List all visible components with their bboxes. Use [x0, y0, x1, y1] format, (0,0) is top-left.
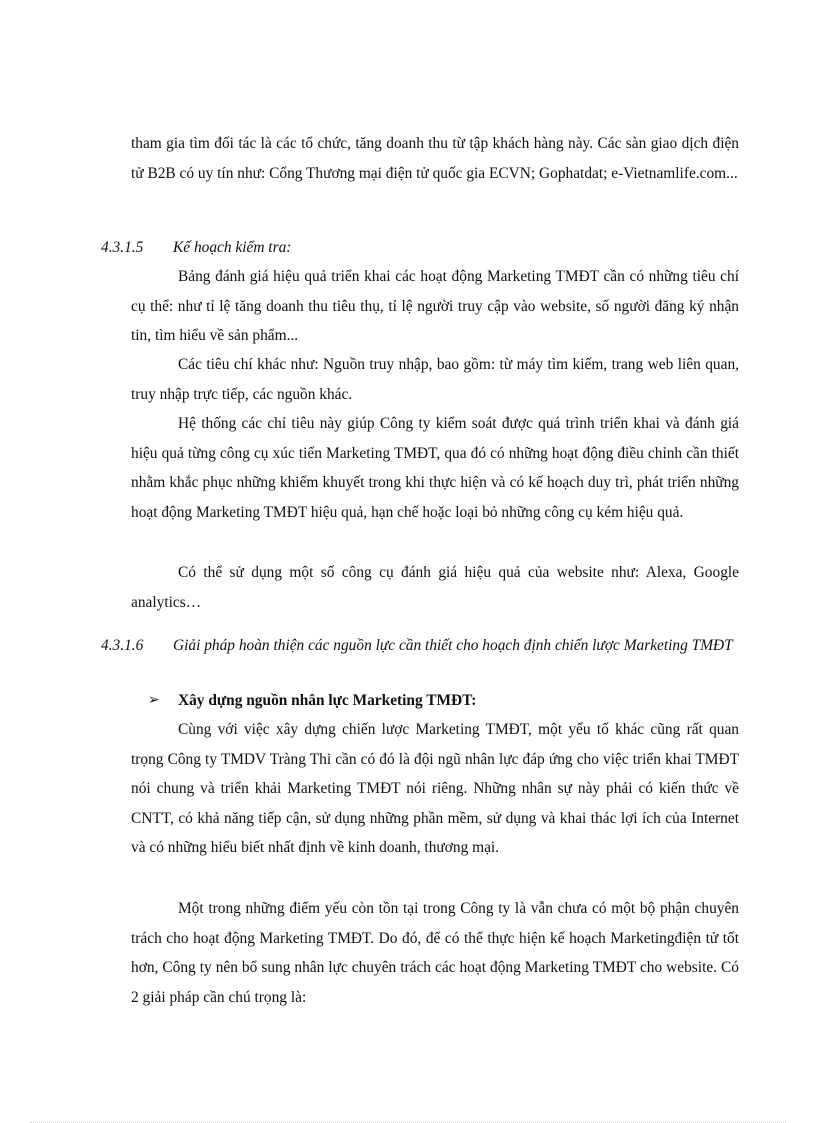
paragraph-evaluation-tools: Có thể sử dụng một số công cụ đánh giá hiệu quả của website như: Alexa, Google analytics…	[131, 564, 739, 611]
paragraph-other-criteria: Các tiêu chí khác như: Nguồn truy nhập, bao gồm: từ máy tìm kiếm, trang web liên quan, truy nhập trực tiếp, các nguồn khác.	[131, 356, 739, 403]
paragraph-human-resources: Cùng với việc xây dựng chiến lược Marketing TMĐT, một yếu tố khác cũng rất quan trọng Công ty TMDV Tràng Thi cần có đó là đội ngũ nhân lực đáp ứng cho việc triển khai TMĐT nói chung và triển khải Marketing TMĐT nói riêng. Những nhân sự này phải có kiến thức về CNTT, có khả năng tiếp cận, sử dụng những phần mềm, sử dụng và khai thác lợi ích của Internet và có những hiểu biết nhất định về kinh doanh, thương mại.	[131, 721, 739, 857]
paragraph-weakness: Một trong những điểm yếu còn tồn tại trong Công ty là vẫn chưa có một bộ phận chuyên trách cho hoạt động Marketing TMĐT. Do đó, để có thể thực hiện kế hoạch Marketingđiện tử tốt hơn, Công ty nên bổ sung nhân lực chuyên trách các hoạt động Marketing TMĐT cho website. Có 2 giải pháp cần chú trọng là:	[131, 900, 739, 1006]
paragraph-evaluation-table: Bảng đánh giá hiệu quả triển khai các hoạt động Marketing TMĐT cần có những tiêu chí cụ thể: như tỉ lệ tăng doanh thu tiêu thụ, tỉ lệ người truy cập vào website, số người đăng ký nhận tin, tìm hiểu về sản phẩm...	[131, 268, 739, 345]
bullet-heading: Xây dựng nguồn nhân lực Marketing TMĐT:	[178, 692, 477, 709]
section-number: 4.3.1.6	[101, 637, 144, 654]
section-title: Kế hoạch kiểm tra:	[173, 239, 292, 256]
section-title: Giải pháp hoàn thiện các nguồn lực cần thiết cho hoạch định chiến lược Marketing TMĐT	[173, 637, 733, 654]
section-number: 4.3.1.5	[101, 239, 144, 256]
arrow-bullet-icon: ➢	[148, 693, 160, 708]
paragraph-indicator-system: Hệ thống các chỉ tiêu này giúp Công ty kiểm soát được quá trình triển khai và đánh giá hiệu quả từng công cụ xúc tiến Marketing TMĐT, qua đó có những hoạt động điều chỉnh cần thiết nhằm khắc phục những khiếm khuyết trong khi thực hiện và có kế hoạch duy trì, phát triển những hoạt động Marketing TMĐT hiệu quả, hạn chế hoặc loại bỏ những công cụ kém hiệu quả.	[131, 415, 739, 521]
section-heading-4-3-1-6	[0, 631, 816, 691]
paragraph-ecommerce-exchanges: tham gia tìm đối tác là các tổ chức, tăng doanh thu từ tập khách hàng này. Các sàn giao dịch điện tử B2B có uy tín như: Cổng Thương mại điện tử quốc gia ECVN; Gophatdat; e-Vietnamlife.com...	[131, 135, 739, 182]
